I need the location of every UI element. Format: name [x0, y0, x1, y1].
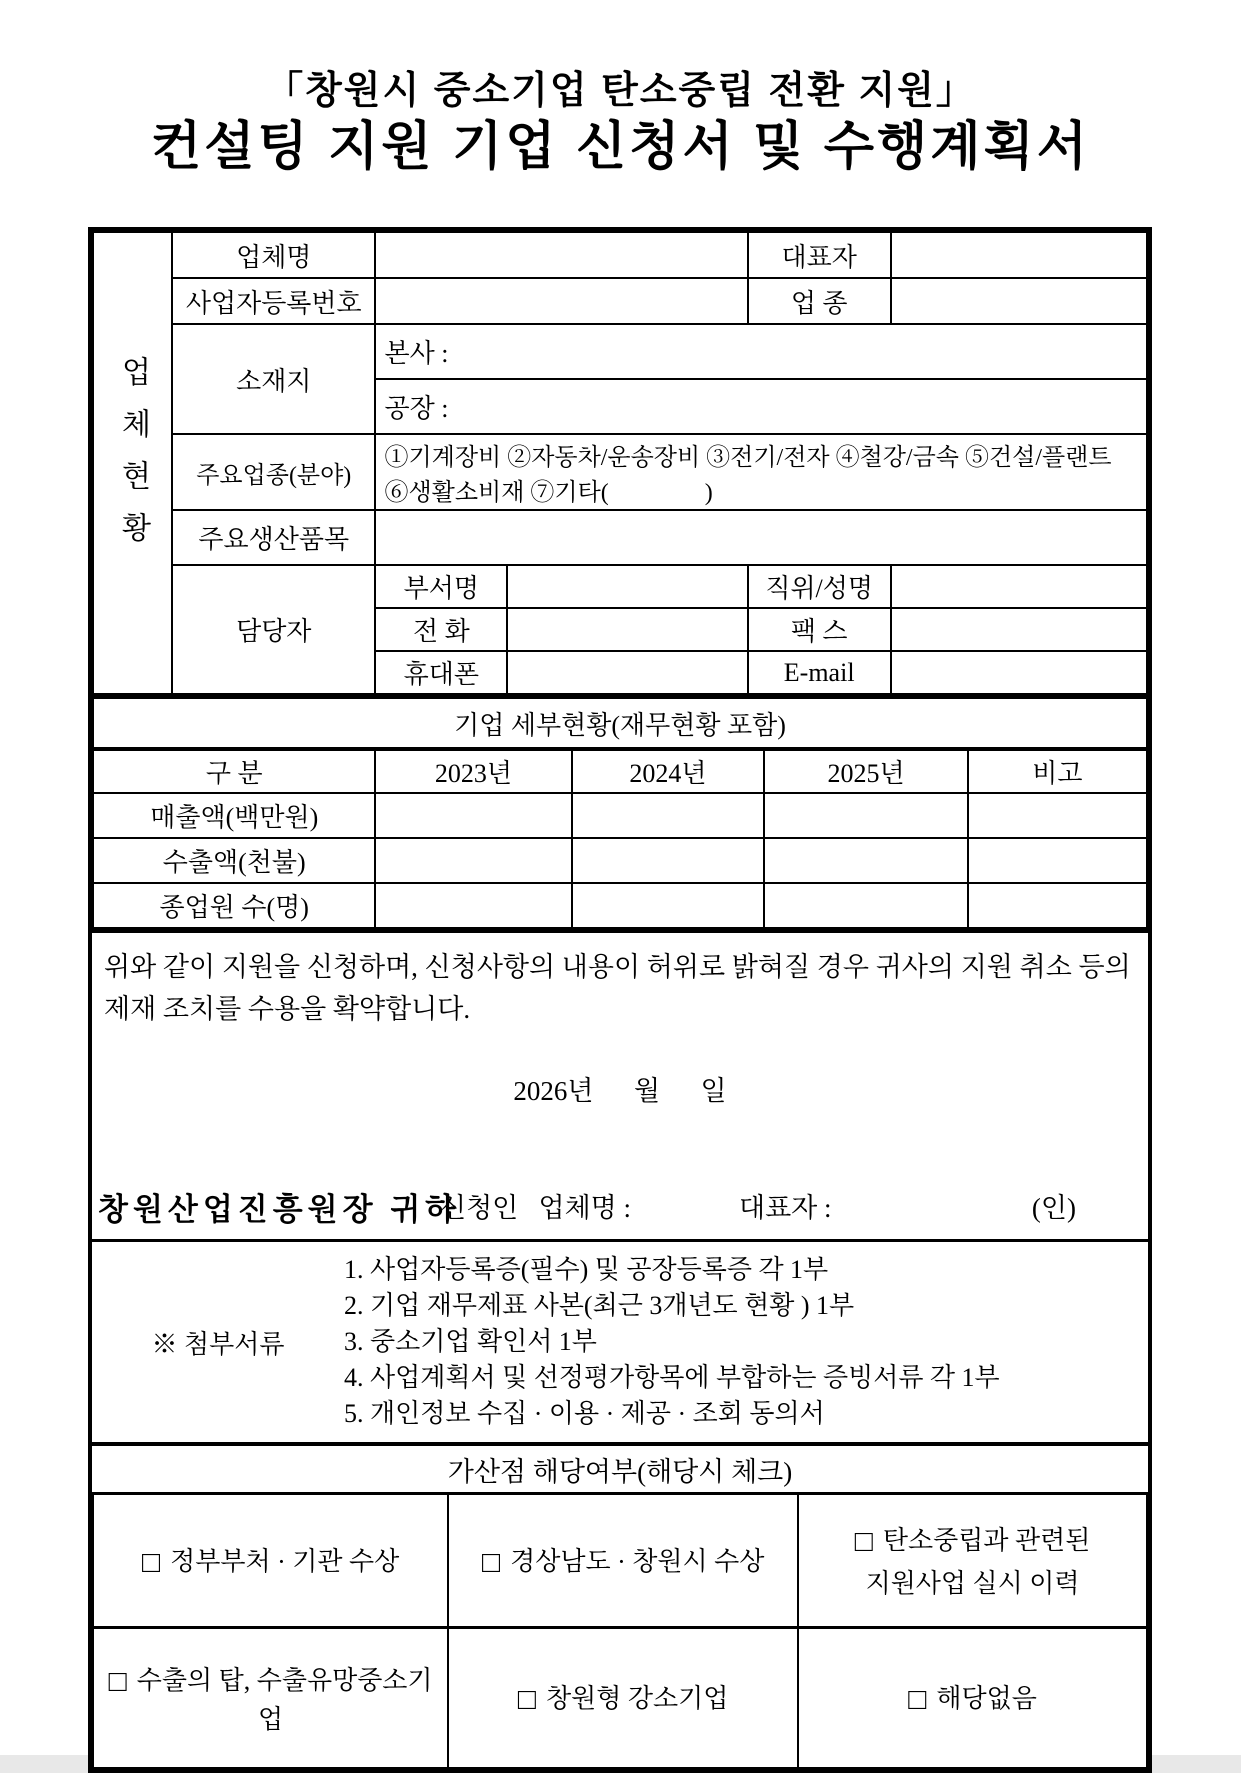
- finance-col-2025: 2025년: [764, 749, 967, 793]
- mobile-label: 휴대폰: [375, 651, 507, 694]
- recipient-line: 창원산업진흥원장 귀하: [98, 1192, 461, 1227]
- finance-col-2023: 2023년: [375, 749, 571, 793]
- bonus-checkbox-changwon-strong-sme[interactable]: [448, 1628, 798, 1768]
- main-sector-options-line1: ①기계장비 ②자동차/운송장비 ③전기/전자 ④철강/금속 ⑤건설/플랜트: [384, 445, 1112, 471]
- phone-label: 전 화: [375, 608, 507, 651]
- pledge-section: [92, 929, 1148, 1239]
- attachments-section: [92, 1239, 1148, 1442]
- employees-2025-input[interactable]: [764, 883, 967, 928]
- checkbox-icon: □: [481, 1546, 501, 1579]
- sales-2023-input[interactable]: [375, 793, 571, 838]
- bonus-checkbox-grid: [92, 1492, 1148, 1769]
- export-note-input[interactable]: [968, 838, 1147, 883]
- company-status-table: [92, 231, 1148, 695]
- bonus-checkbox-export-tower[interactable]: [93, 1628, 448, 1768]
- finance-section-header: 기업 세부현황(재무현황 포함): [93, 697, 1147, 749]
- factory-address-input[interactable]: [375, 379, 1147, 434]
- employees-2024-input[interactable]: [572, 883, 765, 928]
- industry-input[interactable]: [891, 278, 1147, 324]
- bonus-item-label: 수출의 탑, 수출유망중소기업: [136, 1665, 433, 1734]
- main-sector-options[interactable]: [375, 434, 1147, 510]
- attachment-item: 3. 중소기업 확인서 1부: [344, 1327, 597, 1356]
- form-title-line2: 컨설팅 지원 기업 신청서 및 수행계획서: [151, 117, 1090, 176]
- checkbox-icon: □: [108, 1664, 127, 1698]
- finance-col-note: 비고: [968, 749, 1147, 793]
- main-products-input[interactable]: [375, 510, 1147, 565]
- company-status-section-label: 업체현황: [93, 232, 172, 694]
- attachment-item: 2. 기업 재무제표 사본(최근 3개년도 현황 ) 1부: [344, 1291, 855, 1320]
- bonus-item-label: 정부부처 · 기관 수상: [170, 1547, 400, 1576]
- attachment-item: 5. 개인정보 수집 · 이용 · 제공 · 조회 동의서: [344, 1399, 825, 1428]
- sales-2024-input[interactable]: [572, 793, 765, 838]
- export-2025-input[interactable]: [764, 838, 967, 883]
- hq-label: 본사 :: [384, 339, 449, 368]
- dept-input[interactable]: [507, 565, 747, 608]
- applicant-company-label: 신청인 업체명 :: [440, 1192, 631, 1223]
- finance-row-sales-label: 매출액(백만원): [93, 793, 375, 838]
- bonus-checkbox-government-award[interactable]: [93, 1494, 448, 1628]
- factory-label: 공장 :: [384, 394, 449, 423]
- hq-address-input[interactable]: [375, 324, 1147, 379]
- form-body: [88, 227, 1152, 1773]
- contact-label: 담당자: [172, 565, 375, 694]
- location-label: 소재지: [172, 324, 375, 434]
- main-products-label: 주요생산품목: [172, 510, 375, 565]
- email-label: E-mail: [748, 651, 891, 694]
- employees-2023-input[interactable]: [375, 883, 571, 928]
- checkbox-icon: □: [908, 1683, 927, 1717]
- finance-col-2024: 2024년: [572, 749, 765, 793]
- main-sector-options-line2: ⑥생활소비재 ⑦기타( ): [384, 480, 713, 506]
- form-title-block: [0, 0, 1241, 177]
- pledge-text: 위와 같이 지원을 신청하며, 신청사항의 내용이 허위로 밝혀질 경우 귀사의 지원 취소 등의 제재 조치를 수용을 확약합니다.: [104, 952, 1131, 1024]
- checkbox-icon: □: [141, 1546, 161, 1579]
- applicant-ceo-label: 대표자 :: [739, 1192, 832, 1223]
- ceo-label: 대표자: [748, 232, 891, 278]
- fax-label: 팩 스: [748, 608, 891, 651]
- pledge-date-line: 2026년 월 일: [513, 1075, 727, 1106]
- biz-reg-no-label: 사업자등록번호: [172, 278, 375, 324]
- employees-note-input[interactable]: [968, 883, 1147, 928]
- form-title-line1: 「창원시 중소기업 탄소중립 전환 지원」: [265, 70, 976, 112]
- phone-input[interactable]: [507, 608, 747, 651]
- biz-reg-no-input[interactable]: [375, 278, 747, 324]
- sales-note-input[interactable]: [968, 793, 1147, 838]
- attachment-item: 1. 사업자등록증(필수) 및 공장등록증 각 1부: [344, 1255, 829, 1284]
- attachment-item: 4. 사업계획서 및 선정평가항목에 부합하는 증빙서류 각 1부: [344, 1363, 1000, 1392]
- company-name-label: 업체명: [172, 232, 375, 278]
- bonus-item-label: 지원사업 실시 이력: [865, 1568, 1080, 1598]
- company-name-input[interactable]: [375, 232, 747, 278]
- dept-label: 부서명: [375, 565, 507, 608]
- position-name-label: 직위/성명: [748, 565, 891, 608]
- bonus-checkbox-not-applicable[interactable]: [798, 1628, 1147, 1768]
- export-2023-input[interactable]: [375, 838, 571, 883]
- industry-label: 업 종: [748, 278, 891, 324]
- email-input[interactable]: [891, 651, 1147, 694]
- finance-col-category: 구 분: [93, 749, 375, 793]
- attachments-label: ※ 첨부서류: [151, 1329, 285, 1359]
- fax-input[interactable]: [891, 608, 1147, 651]
- finance-row-export-label: 수출액(천불): [93, 838, 375, 883]
- bonus-section-header: 가산점 해당여부(해당시 체크): [92, 1442, 1148, 1492]
- attachments-list: [344, 1242, 1148, 1442]
- bonus-checkbox-carbon-neutral-history[interactable]: [798, 1494, 1147, 1628]
- finance-row-employees-label: 종업원 수(명): [93, 883, 375, 928]
- export-2024-input[interactable]: [572, 838, 765, 883]
- main-sector-label: 주요업종(분야): [172, 434, 375, 510]
- bonus-item-label: 경상남도 · 창원시 수상: [510, 1547, 765, 1576]
- bonus-item-label: 창원형 강소기업: [546, 1684, 729, 1714]
- checkbox-icon: □: [517, 1683, 537, 1717]
- bonus-item-label: 해당없음: [936, 1684, 1037, 1714]
- checkbox-icon: □: [854, 1524, 873, 1558]
- bonus-checkbox-province-city-award[interactable]: [448, 1494, 798, 1628]
- mobile-input[interactable]: [507, 651, 747, 694]
- ceo-input[interactable]: [891, 232, 1147, 278]
- bonus-item-label: 탄소중립과 관련된: [882, 1525, 1091, 1555]
- position-name-input[interactable]: [891, 565, 1147, 608]
- seal-label: (인): [1031, 1192, 1076, 1223]
- finance-table: [92, 695, 1148, 929]
- sales-2025-input[interactable]: [764, 793, 967, 838]
